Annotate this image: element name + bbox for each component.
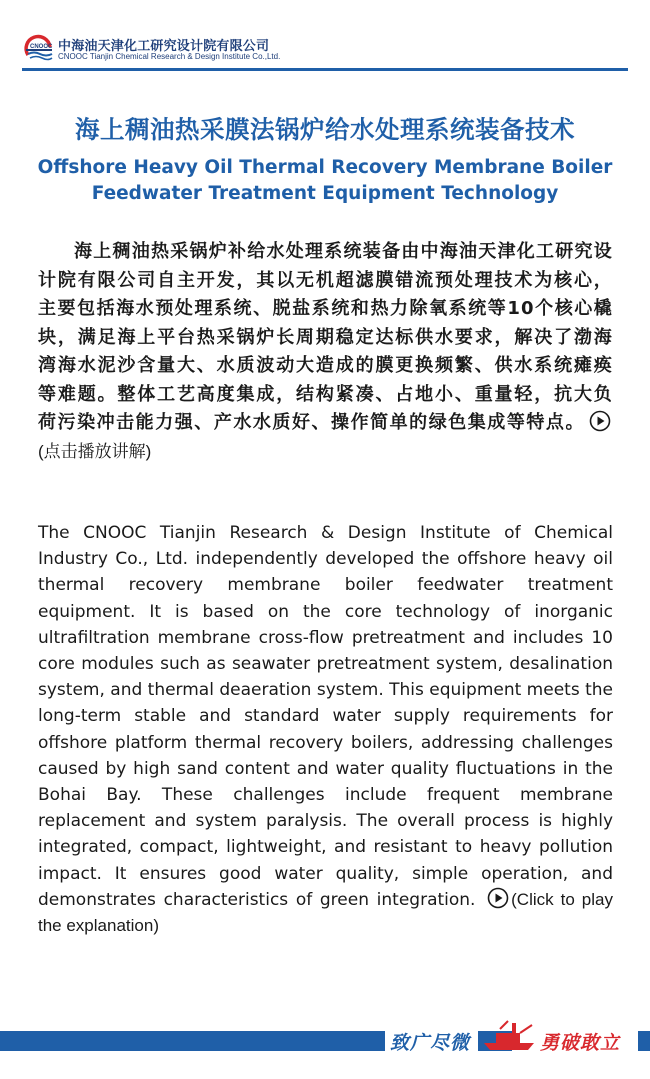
org-name-en: CNOOC Tianjin Chemical Research & Design Institute Co.,Ltd. [58, 52, 281, 61]
play-explanation-link-cn[interactable]: (点击播放讲解) [38, 441, 152, 461]
footer-bar [638, 1031, 650, 1051]
page-title-en: Offshore Heavy Oil Thermal Recovery Membrane Boiler Feedwater Treatment Equipment Technology [37, 157, 613, 204]
cnooc-logo-icon [22, 33, 54, 63]
org-header [22, 33, 312, 63]
footer-slogan-left: 致广尽微 [390, 1032, 471, 1054]
body-cn-text: 海上稠油热采锅炉补给水处理系统装备由中海油天津化工研究设计院有限公司自主开发，其以无机超滤膜错流预处理技术为核心，主要包括海水预处理系统、脱盐系统和热力除氧系统等10个核心橇块，满足海上平台热采锅炉长周期稳定达标供水要求，解决了渤海湾海水泥沙含量大、水质波动大造成的膜更换频繁、供水系统瘫痪等难题。整体工艺高度集成，结构紧凑、占地小、重量轻，抗大负荷污染冲击能力强、产水水质好、操作简单的绿色集成等特点。 [38, 241, 613, 433]
play-explanation-link-en[interactable]: (Click to play the explanation) [38, 889, 613, 936]
body-text-en [38, 520, 613, 939]
body-text-cn [38, 238, 613, 466]
body-en-text: The CNOOC Tianjin Research & Design Institute of Chemical Industry Co., Ltd. independently developed the offshore heavy oil thermal recovery membrane boiler feedwater treatment equipment. It is based on the core technology of inorganic ultrafiltration membrane cross-flow pretreatment and includes 10 core modules such as seawater pretreatment system, desalination system, and thermal deaeration system. This equipment meets the long-term stable and standard water supply requirements for offshore platform thermal recovery boilers, addressing challenges caused by high sand content and water quality fluctuations in the Bohai Bay. These challenges include frequent membrane replacement and system paralysis. The overall process is highly integrated, compact, lightweight, and resistant to heavy pollution impact. It ensures good water quality, simple operation, and demonstrates characteristics of green integration. [38, 523, 613, 910]
page-title-cn: 海上稠油热采膜法锅炉给水处理系统装备技术 [75, 115, 575, 144]
play-circle-icon[interactable] [487, 887, 509, 909]
play-circle-icon[interactable] [589, 410, 611, 432]
ship-icon [482, 1019, 542, 1051]
org-name-cn: 中海油天津化工研究设计院有限公司 [58, 39, 270, 54]
svg-text:CNOOC: CNOOC [30, 44, 53, 50]
footer-slogan-right: 勇破敢立 [540, 1032, 621, 1054]
footer-bar [0, 1031, 385, 1051]
header-divider [22, 68, 628, 71]
